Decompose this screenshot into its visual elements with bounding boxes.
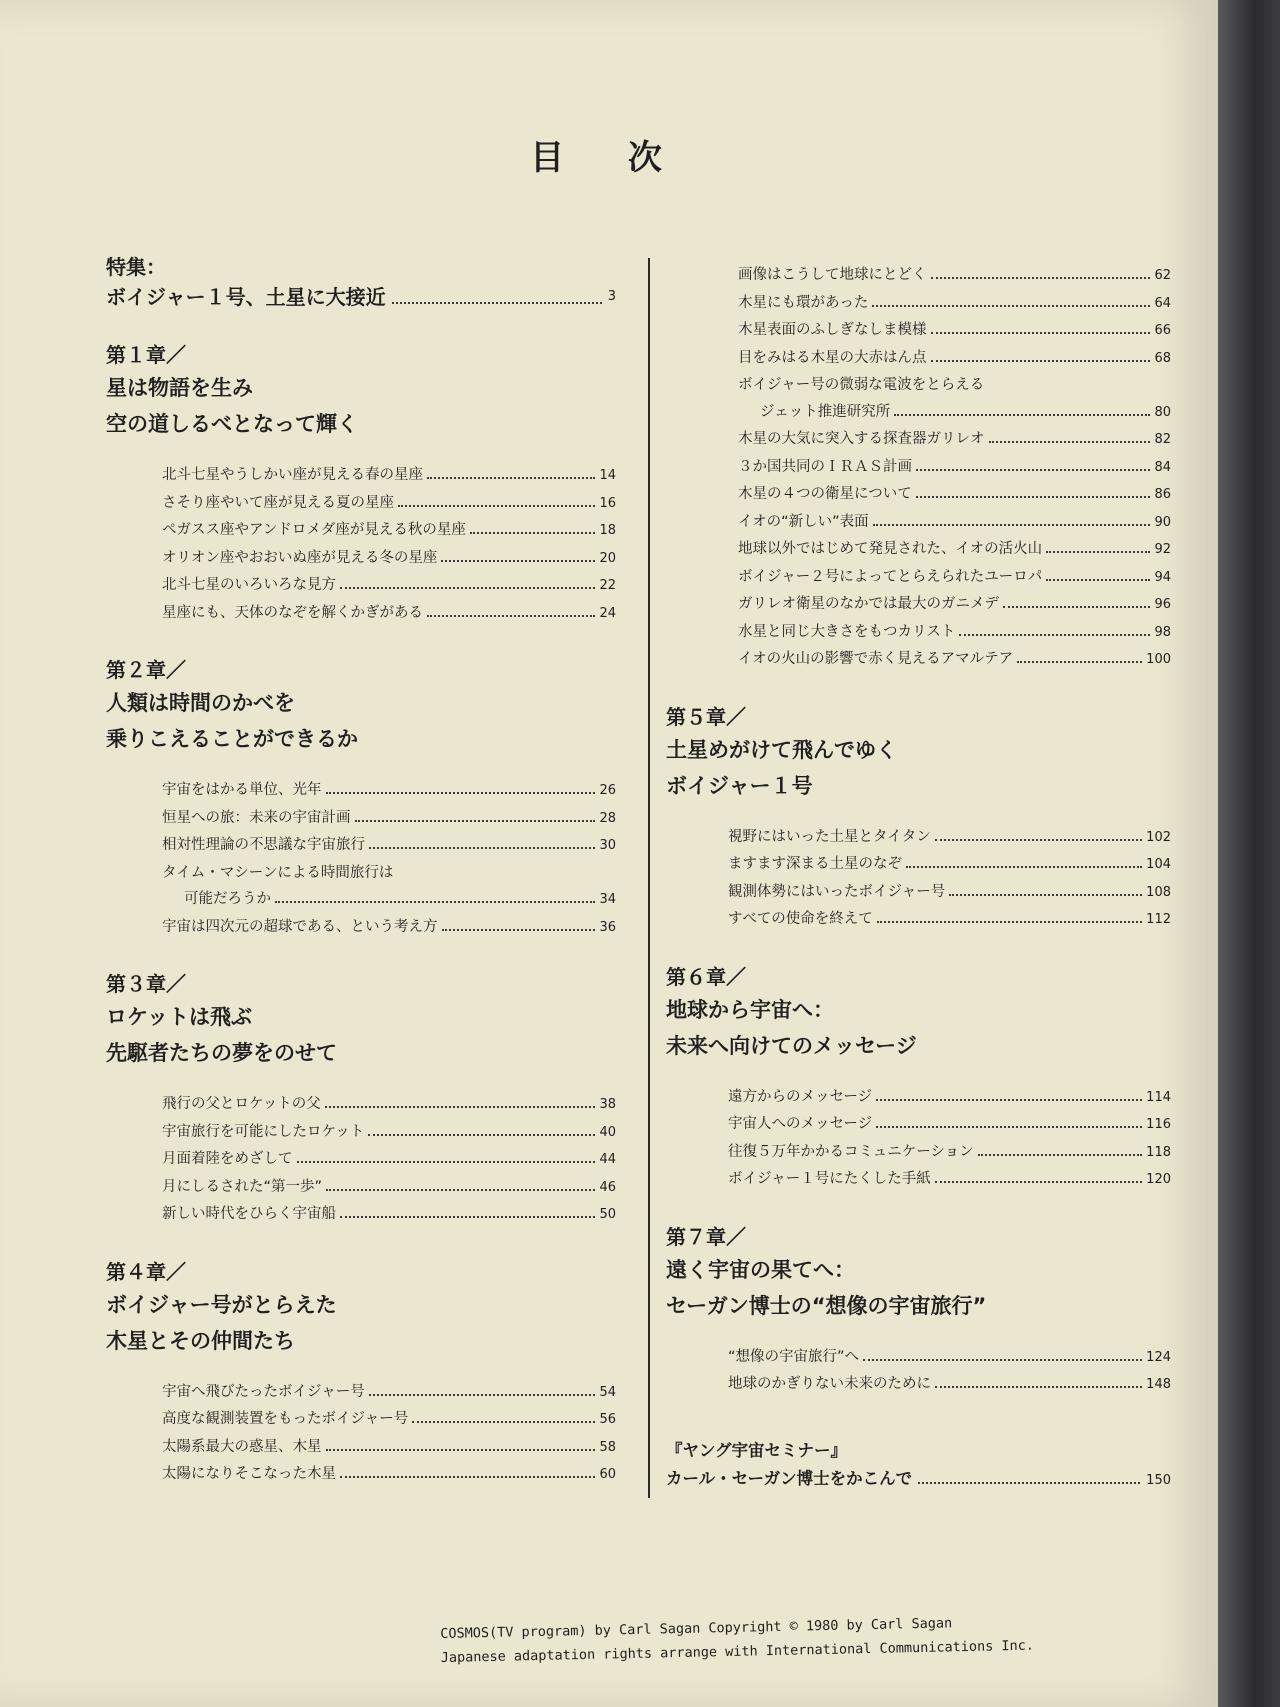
leader-dots (873, 524, 1151, 526)
entry-title: さそり座やいて座が見える夏の星座 (162, 494, 394, 511)
entry-title: ペガスス座やアンドロメダ座が見える秋の星座 (162, 522, 466, 538)
page-number: 28 (599, 810, 616, 826)
copyright-line-2: Japanese adaptation rights arrange with International Communications Inc. (440, 1637, 1035, 1666)
page-number: 38 (599, 1097, 616, 1112)
seminar-entry (666, 1437, 1171, 1495)
toc-entry (162, 777, 616, 805)
entry-title: 北斗七星やうしかい座が見える春の星座 (162, 467, 423, 483)
toc-entry (728, 1344, 1171, 1372)
page-number: 20 (599, 550, 616, 566)
entry-title: 月面着陸をめざして (162, 1151, 293, 1167)
chapter-title: 木星とその仲間たち (106, 1328, 295, 1353)
toc-entry (738, 426, 1171, 454)
entry-title: 観測体勢にはいったボイジャー号 (728, 883, 946, 900)
chapter-title: 未来へ向けてのメッセージ (666, 1033, 917, 1058)
toc-entry (728, 1111, 1171, 1139)
leader-dots (412, 1421, 595, 1423)
special-title-row (106, 282, 616, 312)
toc-entry (162, 600, 616, 628)
toc-entry (162, 832, 616, 860)
page-number: 62 (1154, 268, 1171, 283)
chapter-label: 第３章／ (106, 972, 186, 996)
chapter-label: 第７章／ (666, 1224, 746, 1249)
leader-dots (877, 921, 1142, 923)
leader-dots (989, 441, 1151, 443)
page-number: 124 (1146, 1349, 1171, 1365)
chapter-label: 第５章／ (666, 704, 746, 729)
leader-dots (931, 332, 1151, 334)
entry-title: 太陽になりそこなった木星 (162, 1466, 336, 1482)
chapter-entries (106, 1379, 616, 1489)
leader-dots (931, 277, 1151, 279)
page-number: 54 (599, 1384, 616, 1400)
seminar-subtitle-row (666, 1465, 1171, 1495)
leader-dots (470, 532, 596, 534)
special-label: 特集： (106, 255, 166, 279)
page-number: 56 (599, 1412, 616, 1427)
chapter-block (106, 1257, 616, 1489)
leader-dots (1017, 661, 1142, 663)
chapter-label: 第４章／ (106, 1259, 186, 1284)
entry-title: ボイジャー２号によってとらえられたユーロパ (738, 568, 1043, 585)
entry-title: ガリレオ衛星のなかでは最大のガニメデ (738, 596, 999, 612)
leader-dots (931, 360, 1151, 362)
copyright-line-1: COSMOS(TV program) by Carl Sagan Copyright © 1980 by Carl Sagan (440, 1615, 953, 1642)
chapter-entries (666, 1344, 1171, 1399)
chapter-title: ボイジャー１号 (666, 773, 813, 798)
leader-dots (1046, 579, 1150, 581)
leader-dots (369, 1394, 596, 1396)
chapter-block (106, 655, 616, 941)
left-chapters (106, 340, 616, 1489)
leader-dots (427, 477, 595, 479)
page-number: 114 (1146, 1089, 1171, 1105)
page-number: 46 (599, 1179, 616, 1195)
entry-title: 木星の４つの衛星について (738, 486, 912, 502)
toc-entry (738, 619, 1171, 647)
page-number: 100 (1146, 652, 1171, 667)
leader-dots (918, 1482, 1140, 1484)
right-column (666, 262, 1171, 1495)
leader-dots (935, 839, 1142, 841)
right-chapters (666, 702, 1171, 1399)
page-number: 60 (599, 1467, 616, 1482)
chapter-block (666, 1222, 1171, 1399)
entry-title: 宇宙をはかる単位、光年 (162, 782, 322, 798)
entry-title: 北斗七星のいろいろな見方 (162, 577, 336, 593)
column-divider (648, 258, 650, 1498)
chapter-title: ロケットは飛ぶ (106, 1005, 252, 1029)
toc-entry (738, 536, 1171, 564)
chapter-title: 土星めがけて飛んでゆく (666, 737, 897, 762)
toc-entry (162, 1406, 616, 1434)
entry-title: ますます深まる土星のなぞ (728, 856, 902, 872)
page-number: 3 (607, 289, 616, 304)
leader-dots (876, 1126, 1142, 1128)
chapter-block (666, 702, 1171, 934)
chapter-block (106, 340, 616, 627)
leader-dots (441, 560, 595, 562)
toc-entry (738, 290, 1171, 318)
leader-dots (876, 1099, 1142, 1101)
leader-dots (325, 1106, 596, 1108)
page-number: 84 (1154, 459, 1171, 475)
page-number: 64 (1154, 295, 1171, 311)
entry-title: 木星にも環があった (738, 294, 869, 311)
toc-entry (162, 805, 616, 833)
entry-title: 木星の大気に突入する探査器ガリレオ (738, 431, 985, 447)
chapter-title: 先駆者たちの夢をのせて (106, 1041, 337, 1065)
leader-dots (369, 847, 595, 849)
toc-entry (728, 906, 1171, 934)
leader-dots (326, 1449, 596, 1451)
page-number: 86 (1154, 487, 1171, 502)
toc-entry (162, 462, 616, 490)
toc-entry (738, 454, 1171, 482)
entry-title: 画像はこうして地球にとどく (738, 267, 927, 283)
toc-entry (738, 399, 1171, 427)
entry-title: “想像の宇宙旅行”へ (728, 1348, 860, 1365)
toc-entry (738, 262, 1171, 290)
entry-title: イオの火山の影響で赤く見えるアマルテア (738, 651, 1014, 667)
page-number: 14 (599, 468, 616, 483)
leader-dots (398, 505, 595, 507)
chapter-block (106, 969, 616, 1229)
entry-title: 宇宙人へのメッセージ (728, 1116, 873, 1132)
entry-title: 往復５万年かかるコミュニケーション (728, 1143, 974, 1160)
leader-dots (392, 282, 602, 304)
page-number: 24 (599, 605, 616, 621)
left-column (106, 252, 616, 1489)
toc-entry (728, 1166, 1171, 1194)
chapter-entries (106, 462, 616, 627)
entry-title: 新しい時代をひらく宇宙船 (162, 1206, 336, 1222)
toc-entry-line: タイム・マシーンによる時間旅行は (162, 864, 394, 881)
seminar-subtitle: カール・セーガン博士をかこんで (666, 1468, 913, 1488)
entry-title: 太陽系最大の惑星、木星 (162, 1438, 322, 1455)
leader-dots (863, 1359, 1142, 1361)
entry-title: 恒星への旅：未来の宇宙計画 (162, 809, 351, 826)
leader-dots (949, 894, 1142, 896)
leader-dots (1046, 551, 1150, 553)
page-number: 36 (599, 919, 616, 935)
chapter-title: 星は物語を生み (106, 376, 253, 400)
page-number: 116 (1146, 1117, 1171, 1132)
toc-entry (728, 879, 1171, 907)
chapter-entries (666, 1084, 1171, 1194)
book-binding-shadow (1218, 0, 1280, 1707)
page-number: 22 (599, 578, 616, 593)
entry-title: 月にしるされた“第一歩” (162, 1178, 323, 1195)
toc-entry (738, 481, 1171, 509)
toc-entry (738, 646, 1171, 674)
leader-dots (872, 305, 1150, 307)
leader-dots (340, 587, 595, 589)
leader-dots (275, 901, 595, 903)
leader-dots (978, 1154, 1143, 1156)
entry-title: すべての使命を終えて (728, 911, 873, 927)
leader-dots (326, 1189, 595, 1191)
toc-entry (162, 914, 616, 942)
chapter-label: 第１章／ (106, 343, 186, 367)
entry-title: 宇宙へ飛びたったボイジャー号 (162, 1383, 365, 1400)
page-number: 40 (599, 1124, 616, 1140)
toc-entry (162, 545, 616, 573)
leader-dots (442, 929, 596, 931)
page-title: 目 次 (530, 138, 688, 178)
chapter-block (666, 962, 1171, 1194)
entry-title: ３か国共同のＩＲＡＳ計画 (738, 458, 912, 475)
page-number: 104 (1146, 857, 1171, 872)
toc-entry (162, 1174, 616, 1202)
page-number: 80 (1154, 404, 1171, 420)
leader-dots (326, 792, 596, 794)
chapter-title: ボイジャー号がとらえた (106, 1292, 337, 1317)
toc-entry (738, 345, 1171, 373)
leader-dots (368, 1134, 595, 1136)
toc-entry (162, 1461, 616, 1489)
chapter-title: 遠く宇宙の果てへ： (666, 1257, 855, 1282)
page-number: 150 (1146, 1472, 1171, 1488)
page-number: 96 (1154, 597, 1171, 612)
entry-title: 宇宙旅行を可能にしたロケット (162, 1123, 365, 1140)
toc-entry (738, 317, 1171, 345)
page-number: 90 (1154, 514, 1171, 530)
page-number: 50 (599, 1207, 616, 1222)
entry-title: 星座にも、天体のなぞを解くかぎがある (162, 604, 423, 621)
page-number: 108 (1146, 884, 1171, 900)
chapter-label: 第６章／ (666, 964, 746, 989)
leader-dots (427, 615, 595, 617)
toc-entry (738, 564, 1171, 592)
entry-title: イオの“新しい”表面 (738, 513, 869, 530)
page-number: 120 (1146, 1172, 1171, 1187)
toc-entry (162, 1434, 616, 1462)
leader-dots (906, 866, 1142, 868)
chapter-title: 人類は時間のかべを (106, 691, 295, 715)
leader-dots (916, 496, 1151, 498)
leader-dots (894, 414, 1150, 416)
toc-entry (162, 1119, 616, 1147)
toc-entry (162, 572, 616, 600)
toc-entry (162, 886, 616, 914)
page-number: 112 (1146, 912, 1171, 927)
toc-entry (738, 509, 1171, 537)
leader-dots (959, 634, 1150, 636)
toc-entry (728, 851, 1171, 879)
leader-dots (340, 1476, 595, 1478)
page-number: 118 (1146, 1144, 1171, 1160)
leader-dots (935, 1386, 1142, 1388)
entry-title: 水星と同じ大きさをもつカリスト (738, 623, 956, 640)
page-number: 66 (1154, 323, 1171, 338)
leader-dots (297, 1161, 596, 1163)
page-number: 16 (599, 495, 616, 511)
page-number: 102 (1146, 829, 1171, 845)
page-number: 148 (1146, 1377, 1171, 1392)
page-number: 26 (599, 783, 616, 798)
page-number: 58 (599, 1439, 616, 1455)
page-number: 82 (1154, 432, 1171, 447)
entry-title: 飛行の父とロケットの父 (162, 1096, 321, 1112)
entry-title: ジェット推進研究所 (760, 403, 891, 420)
page-number: 18 (599, 523, 616, 538)
entry-title: 地球のかぎりない未来のために (728, 1376, 931, 1392)
page-number: 94 (1154, 569, 1171, 585)
toc-entry-line: ボイジャー号の微弱な電波をとらえる (738, 377, 985, 393)
entry-title: 視野にはいった土星とタイタン (728, 828, 931, 845)
seminar-title: 『ヤング宇宙セミナー』 (666, 1440, 848, 1460)
toc-entry (728, 1084, 1171, 1112)
leader-dots (916, 469, 1150, 471)
chapter-title: 地球から宇宙へ： (666, 997, 834, 1022)
leader-dots (340, 1216, 595, 1218)
toc-entry (728, 1139, 1171, 1167)
entry-title: 目をみはる木星の大赤はん点 (738, 349, 927, 366)
entry-title: ボイジャー１号にたくした手紙 (728, 1171, 931, 1187)
page-number: 44 (599, 1152, 616, 1167)
leader-dots (355, 820, 596, 822)
chapter-entries (106, 777, 616, 941)
toc-entry (162, 1201, 616, 1229)
toc-entry (162, 517, 616, 545)
chapter-entries (666, 824, 1171, 934)
page-number: 30 (599, 838, 616, 853)
page-number: 92 (1154, 542, 1171, 557)
entry-title: 宇宙は四次元の超球である、という考え方 (162, 918, 438, 935)
page-number: 98 (1154, 624, 1171, 640)
toc-entry (162, 490, 616, 518)
toc-entry (738, 591, 1171, 619)
copyright-notice (440, 1607, 1141, 1670)
toc-entry (162, 1379, 616, 1407)
toc-entry (162, 1146, 616, 1174)
entry-title: オリオン座やおおいぬ座が見える冬の星座 (162, 549, 438, 566)
chapter-entries (106, 1091, 616, 1229)
page-number: 68 (1154, 350, 1171, 366)
toc-entry (728, 1371, 1171, 1399)
chapter-title: 空の道しるべとなって輝く (106, 412, 358, 436)
special-title: ボイジャー１号、土星に大接近 (106, 285, 386, 309)
leader-dots (935, 1181, 1142, 1183)
chapter-label: 第２章／ (106, 658, 186, 682)
entry-title: 木星表面のふしぎなしま模様 (738, 322, 927, 338)
entry-title: 相対性理論の不思議な宇宙旅行 (162, 837, 365, 853)
toc-entry (162, 1091, 616, 1119)
entry-title: 遠方からのメッセージ (728, 1088, 873, 1105)
chapter-4-continued-entries (666, 262, 1171, 674)
chapter-title: セーガン博士の“想像の宇宙旅行” (666, 1293, 987, 1318)
entry-title: 地球以外ではじめて発見された、イオの活火山 (738, 541, 1043, 557)
chapter-title: 乗りこえることができるか (106, 727, 358, 751)
toc-entry (728, 824, 1171, 852)
leader-dots (1003, 606, 1150, 608)
entry-title: 可能だろうか (184, 891, 271, 907)
page-number: 34 (599, 892, 616, 907)
entry-title: 高度な観測装置をもったボイジャー号 (162, 1411, 409, 1427)
